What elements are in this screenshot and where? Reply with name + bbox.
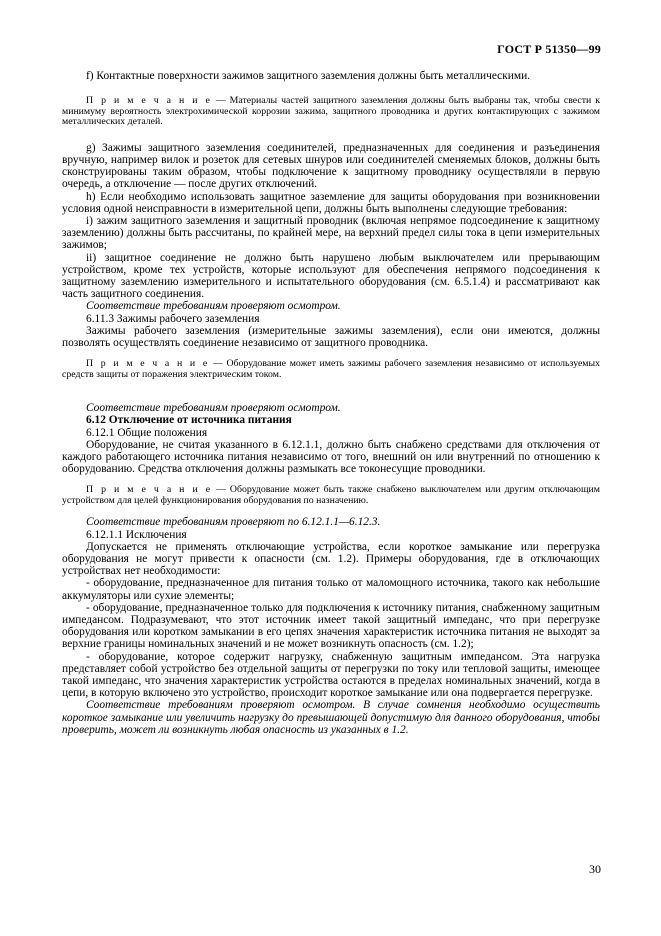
compliance-check-2: Соответствие требованиям проверяют осмотром. xyxy=(86,402,341,415)
note-label: П р и м е ч а н и е xyxy=(86,95,212,107)
note-text: — Оборудование может иметь зажимы рабочего заземления независимо от используемых средств защиты от поражения электрическим током. xyxy=(62,358,600,380)
paragraph-g: g) Зажимы защитного заземления соединителей, предназначенных для соединения и разъединения вручную, например вилок и розеток для сетевых шнуров или соединителей сменяемых блоков, должны быть сконструированы таким образом, чтобы подключение к защитному проводнику осуществляли в первую очередь, а отключение — после других отключений. xyxy=(62,141,600,191)
paragraph-ii: ii) защитное соединение не должно быть нарушено любым выключателем или прерывающим устройством, кроме тех устройств, которые используют для обеспечения непрямого подсоединения к защитному заземлению измерительного и испытательного оборудования (см. 6.5.1.4) и рассматривают как часть защитного соединения. xyxy=(62,251,600,301)
section-heading-6-12: 6.12 Отключение от источника питания xyxy=(86,414,292,427)
paragraph-general: Оборудование, не считая указанного в 6.12.1.1, должно быть снабжено средствами для отключения от каждого работающего источника питания независимо от того, внешний он или внутренний по отношению к оборудованию. Средства отключения должны размыкать все токонесущие проводники. xyxy=(62,438,600,476)
page-number: 30 xyxy=(589,862,601,876)
note-text: — Материалы частей защитного заземления должны быть выбраны так, чтобы свести к минимуму вероятность электрохимической коррозии зажима, защитного проводника и других контактирующих с зажимом металлических деталей. xyxy=(62,95,600,128)
document-header: ГОСТ Р 51350—99 xyxy=(497,42,601,56)
compliance-check-3: Соответствие требованиям проверяют по 6.12.1.1—6.12.3. xyxy=(86,516,381,529)
note-label: П р и м е ч а н и е xyxy=(86,484,213,496)
note-3 xyxy=(62,485,600,506)
list-item: - оборудование, предназначенное только для подключения к источнику питания, снабженному защитным импедансом. Подразумевают, что этот источник имеет такой защитный импеданс, что при перегрузке оборудования или коротком замыкании в его цепях значения характеристик источника питания не выходят за верхние границы номинальных значений и не может возникнуть опасность (см. 1.2); xyxy=(62,601,600,651)
list-item: - оборудование, предназначенное для питания только от маломощного источника, такого как небольшие аккумуляторы или сухие элементы; xyxy=(62,577,600,602)
paragraph-f: f) Контактные поверхности зажимов защитного заземления должны быть металлическими. xyxy=(86,70,531,82)
note-label: П р и м е ч а н и е xyxy=(86,358,210,370)
compliance-check-4: Соответствие требованиям проверяют осмотром. В случае сомнения необходимо осуществить короткое замыкание или увеличить нагрузку до превышающей допустимую для данного оборудования, чтобы проверить, может ли возникнуть любая опасность из указанных в 1.2. xyxy=(62,699,600,736)
section-heading-6-11-3: 6.11.3 Зажимы рабочего заземления xyxy=(86,312,260,325)
paragraph-h: h) Если необходимо использовать защитное заземление для защиты оборудования при возникновении условия одной неисправности в измерительной цепи, должны быть выполнены следующие требования: xyxy=(62,190,600,215)
list-item: - оборудование, которое содержит нагрузку, снабженную защитным импедансом. Эта нагрузка представляет собой устройство без отдельной защиты от перегрузки по току или тепловой защиты, имеющее такой импеданс, что значения характеристик устройства остаются в пределах номинальных значений, когда в цепи, в которую включено это устройство, происходит короткое замыкание или она подвергается перегрузке. xyxy=(62,650,600,700)
document-body xyxy=(62,70,600,736)
paragraph-exceptions: Допускается не применять отключающие устройства, если короткое замыкание или перегрузка оборудования не могут привести к опасности (см. 1.2). Примеры оборудования, где в отключающих устройствах нет необходимости: xyxy=(62,540,600,578)
note-2 xyxy=(62,359,600,380)
paragraph-work-earth: Зажимы рабочего заземления (измерительные зажимы заземления), если они имеются, должны позволять осуществлять соединение независимо от защитного проводника. xyxy=(62,324,600,349)
paragraph-i: i) зажим защитного заземления и защитный проводник (включая непрямое подсоединение к защитному заземлению) должны быть рассчитаны, по крайней мере, на верхний предел силы тока в цепи измерительных зажимов; xyxy=(62,214,600,252)
section-heading-6-12-1-1: 6.12.1.1 Исключения xyxy=(86,528,187,541)
note-1 xyxy=(62,96,600,128)
note-text: — Оборудование может быть также снабжено выключателем или другим отключающим устройством для целей функционирования оборудования по назначению. xyxy=(62,484,600,506)
section-heading-6-12-1: 6.12.1 Общие положения xyxy=(86,426,208,439)
compliance-check-1: Соответствие требованиям проверяют осмотром. xyxy=(86,300,341,313)
